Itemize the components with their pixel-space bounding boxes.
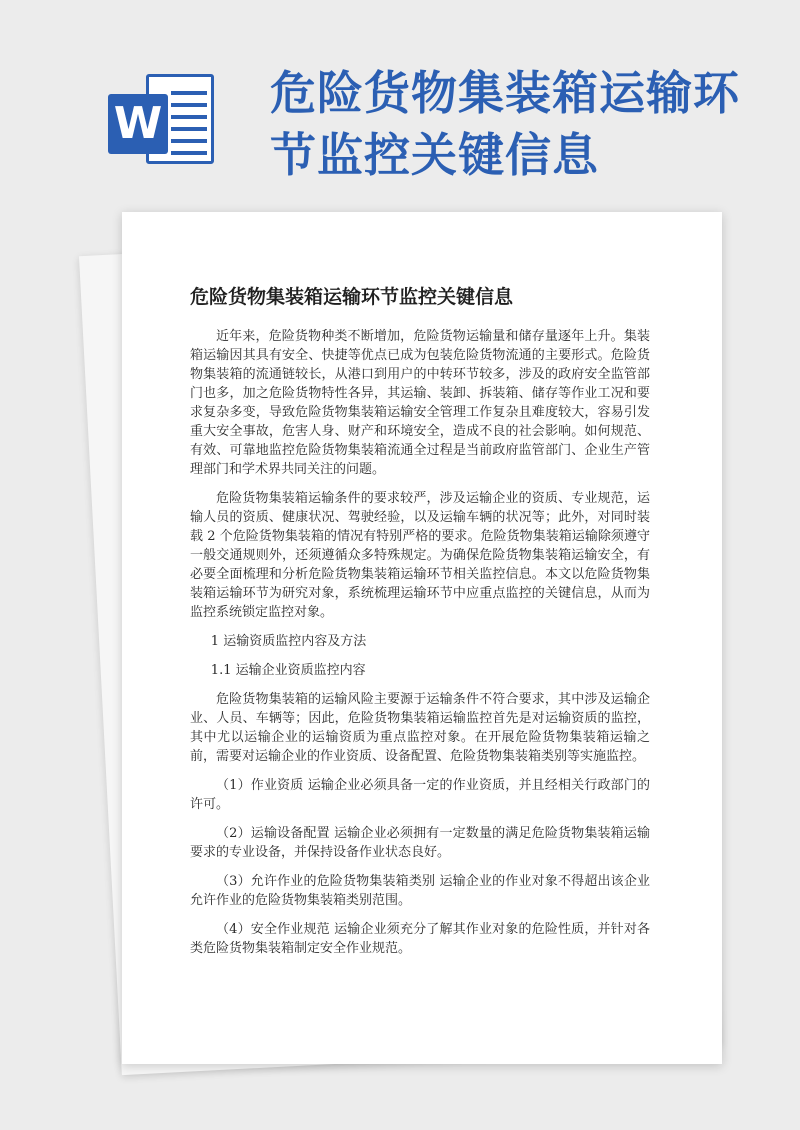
- paragraph-conditions: 危险货物集装箱运输条件的要求较严，涉及运输企业的资质、专业规范，运输人员的资质、健康状况、驾驶经验，以及运输车辆的状况等；此外，对同时装载 2 个危险货物集装箱的情况有特别严格的要求。危险货物集装箱运输除须遵守一般交通规则外，还须遵循众多特殊规定。为确保危险货物集装箱运输安全，有必要全面梳理和分析危险货物集装箱运输环节相关监控信息。本文以危险货物集装箱运输环节为研究对象，系统梳理运输环节中应重点监控的关键信息，从而为监控系统锁定监控对象。: [190, 491, 650, 620]
- banner-title: 危险货物集装箱运输环节监控关键信息: [270, 66, 740, 182]
- paragraph-risk: 危险货物集装箱的运输风险主要源于运输条件不符合要求，其中涉及运输企业、人员、车辆等；因此，危险货物集装箱运输监控首先是对运输资质的监控，其中尤以运输企业的运输资质为重点监控对象。在开展危险货物集装箱运输之前，需要对运输企业的作业资质、设备配置、危险货物集装箱类别等实施监控。: [190, 692, 650, 764]
- document-title: 危险货物集装箱运输环节监控关键信息: [190, 286, 514, 308]
- document-body: [190, 327, 650, 968]
- list-item-3: （3）允许作业的危险货物集装箱类别 运输企业的作业对象不得超出该企业允许作业的危险货物集装箱类别范围。: [190, 874, 650, 908]
- section-heading-1-1: 1.1 运输企业资质监控内容: [210, 663, 366, 678]
- list-item-2: （2）运输设备配置 运输企业必须拥有一定数量的满足危险货物集装箱运输要求的专业设备，并保持设备作业状态良好。: [190, 826, 650, 860]
- paragraph-intro: 近年来，危险货物种类不断增加，危险货物运输量和储存量逐年上升。集装箱运输因其具有安全、快捷等优点已成为包装危险货物流通的主要形式。危险货物集装箱的流通链较长，从港口到用户的中转环节较多，涉及的政府安全监管部门也多，加之危险货物特性各异，其运输、装卸、拆装箱、储存等作业工况和要求复杂多变，导致危险货物集装箱运输安全管理工作复杂且难度较大，容易引发重大安全事故，危害人身、财产和环境安全，造成不良的社会影响。如何规范、有效、可靠地监控危险货物集装箱流通全过程是当前政府监管部门、企业生产管理部门和学术界共同关注的问题。: [190, 329, 650, 477]
- section-heading-1: 1 运输资质监控内容及方法: [210, 634, 367, 649]
- list-item-4: （4）安全作业规范 运输企业须充分了解其作业对象的危险性质，并针对各类危险货物集装箱制定安全作业规范。: [190, 922, 650, 956]
- word-w-badge-icon: W: [108, 94, 168, 154]
- list-item-1: （1）作业资质 运输企业必须具备一定的作业资质，并且经相关行政部门的许可。: [190, 778, 650, 812]
- word-app-logo: [108, 74, 218, 166]
